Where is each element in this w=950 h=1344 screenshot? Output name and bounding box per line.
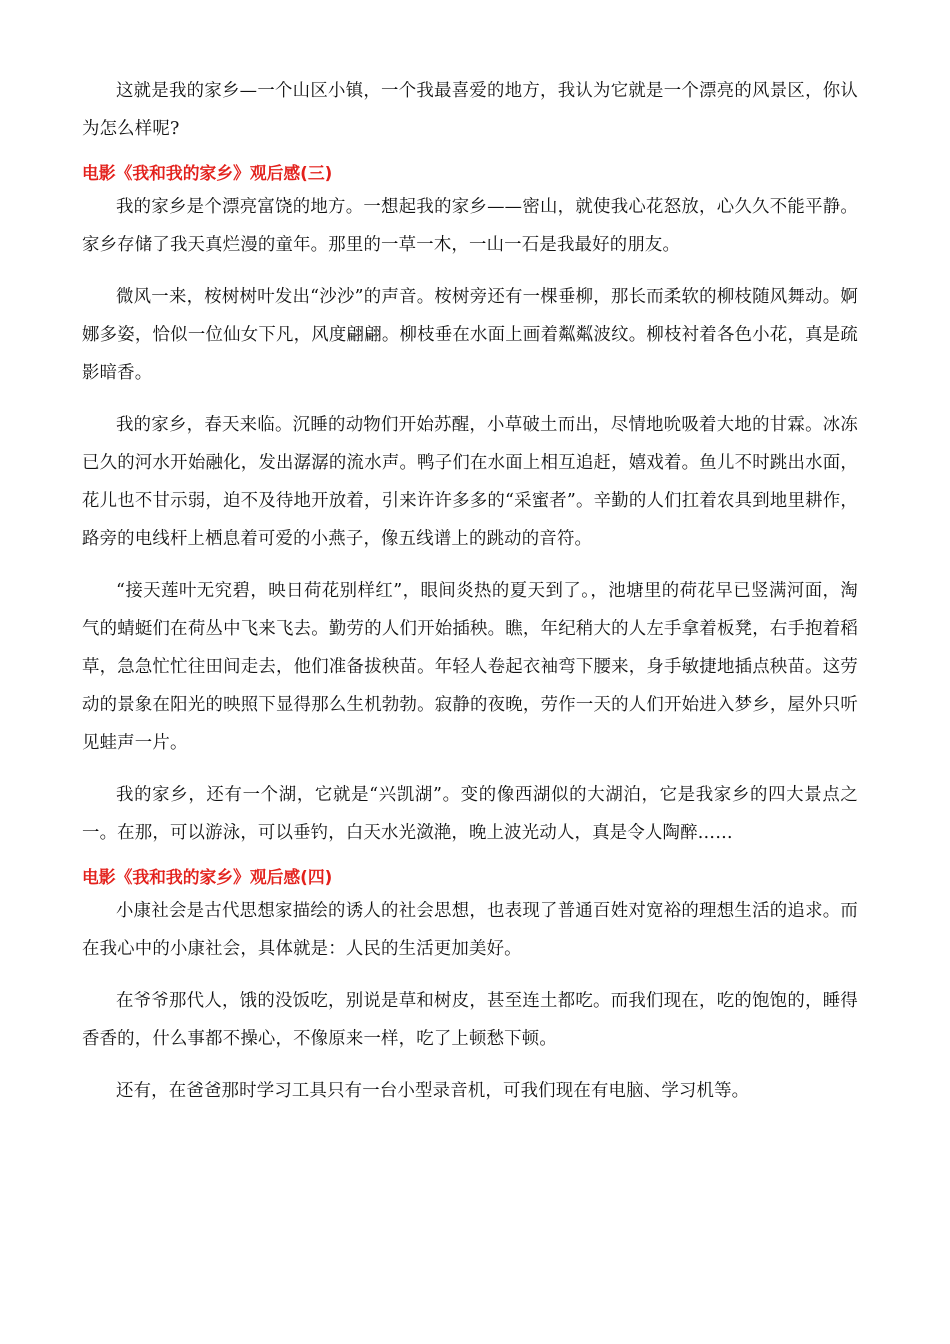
section3-paragraph-4: “接天莲叶无究碧，映日荷花别样红”，眼间炎热的夏天到了。，池塘里的荷花早已竖满河面，淘气的蜻蜓们在荷丛中飞来飞去。勤劳的人们开始插秧。瞧，年纪稍大的人左手拿着板凳，右手抱着稻草，急急忙忙往田间走去，他们准备拔秧苗。年轻人卷起衣袖弯下腰来，身手敏捷地插点秧苗。这劳动的景象在阳光的映照下显得那么生机勃勃。寂静的夜晚，劳作一天的人们开始进入梦乡，屋外只听见蛙声一片。: [82, 581, 858, 753]
section3-paragraph-3: 我的家乡，春天来临。沉睡的动物们开始苏醒，小草破土而出，尽情地吮吸着大地的甘霖。冰冻已久的河水开始融化，发出潺潺的流水声。鸭子们在水面上相互追赶，嬉戏着。鱼儿不时跳出水面，花儿也不甘示弱，迫不及待地开放着，引来许许多多的“采蜜者”。辛勤的人们扛着农具到地里耕作，路旁的电线杆上栖息着可爱的小燕子，像五线谱上的跳动的音符。: [82, 415, 858, 549]
section3-paragraph-2: 微风一来，桉树树叶发出“沙沙”的声音。桉树旁还有一棵垂柳，那长而柔软的柳枝随风舞动。婀娜多姿，恰似一位仙女下凡，风度翩翩。柳枝垂在水面上画着粼粼波纹。柳枝衬着各色小花，真是疏影暗香。: [82, 287, 858, 383]
document-page: [82, 72, 858, 1110]
section-heading-3: 电影《我和我的家乡》观后感(三): [82, 163, 333, 183]
intro-paragraph: 这就是我的家乡—一个山区小镇，一个我最喜爱的地方，我认为它就是一个漂亮的风景区，你认为怎么样呢?: [82, 81, 858, 139]
section3-paragraph-5: 我的家乡，还有一个湖，它就是“兴凯湖”。变的像西湖似的大湖泊，它是我家乡的四大景点之一。在那，可以游泳，可以垂钓，白天水光潋滟，晚上波光动人，真是令人陶醉……: [82, 785, 858, 843]
section3-paragraph-1: 我的家乡是个漂亮富饶的地方。一想起我的家乡——密山，就使我心花怒放，心久久不能平静。家乡存储了我天真烂漫的童年。那里的一草一木，一山一石是我最好的朋友。: [82, 197, 858, 255]
section4-paragraph-3: 还有，在爸爸那时学习工具只有一台小型录音机，可我们现在有电脑、学习机等。: [116, 1081, 750, 1101]
section4-paragraph-1: 小康社会是古代思想家描绘的诱人的社会思想，也表现了普通百姓对宽裕的理想生活的追求。而在我心中的小康社会，具体就是：人民的生活更加美好。: [82, 901, 858, 959]
section-heading-4: 电影《我和我的家乡》观后感(四): [82, 867, 333, 887]
section4-paragraph-2: 在爷爷那代人，饿的没饭吃，别说是草和树皮，甚至连土都吃。而我们现在，吃的饱饱的，睡得香香的，什么事都不操心，不像原来一样，吃了上顿愁下顿。: [82, 991, 858, 1049]
